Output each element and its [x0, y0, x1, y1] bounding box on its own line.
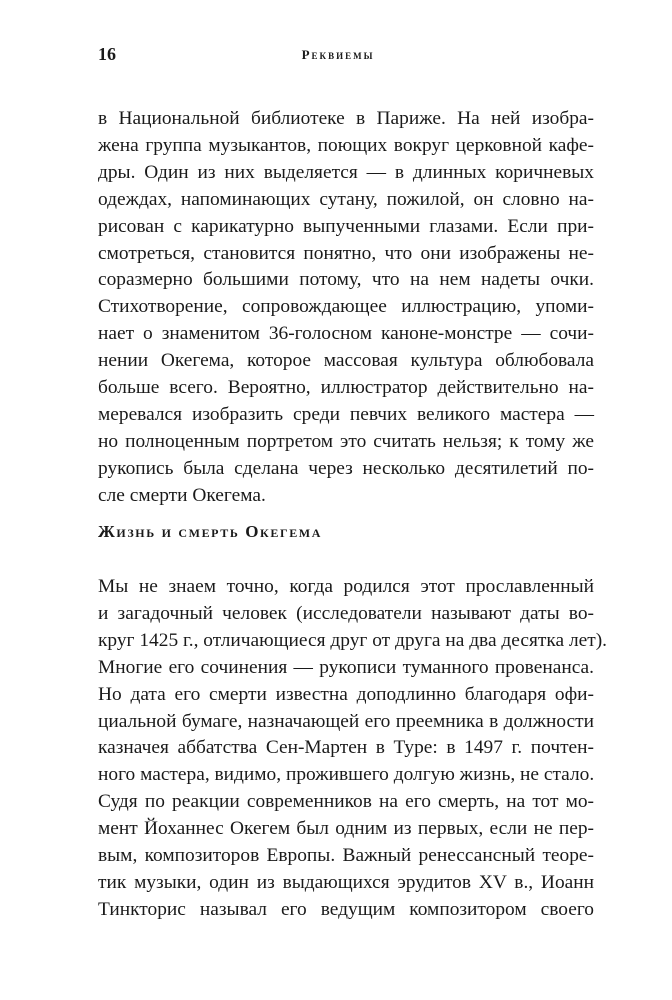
text-line: одеждах, напоминающих сутану, пожилой, он словно на- [98, 188, 594, 210]
text-line: Мы не знаем точно, когда родился этот прославленный [98, 576, 594, 597]
text-line: Судя по реакции современников на его смерть, на тот мо- [98, 791, 594, 813]
text-line: жена группа музыкантов, поющих вокруг церковной кафе- [98, 134, 594, 156]
text-line: мент Йоханнес Окегем был одним из первых, если не пер- [98, 818, 594, 840]
text-line: рисован с карикатурно выпученными глазами. Если при- [98, 215, 594, 237]
text-line: Но дата его смерти известна доподлинно благодаря офи- [98, 683, 594, 705]
text-line: меревался изобразить среди певчих великого мастера — [98, 403, 594, 425]
text-line: но полноценным портретом это считать нельзя; к тому же [98, 430, 594, 452]
text-line: Стихотворение, сопровождающее иллюстрацию, упоми- [98, 296, 594, 318]
paragraph-2 [98, 574, 608, 924]
text-line: в Национальной библиотеке в Париже. На ней изобра- [98, 108, 594, 129]
text-line: Тинкторис называл его ведущим композитором своего [98, 898, 594, 920]
page-number: 16 [98, 44, 116, 64]
paragraph-1 [98, 106, 594, 510]
section-heading: Жизнь и смерть Окегема [98, 522, 322, 541]
text-line: дры. Один из них выделяется — в длинных коричневых [98, 161, 594, 183]
text-line: вым, композиторов Европы. Важный ренессансный теоре- [98, 845, 594, 867]
text-line: нении Окегема, которое массовая культура облюбовала [98, 350, 594, 372]
text-line: круг 1425 г., отличающиеся друг от друга на два десятка лет). [98, 629, 608, 651]
text-line: ного мастера, видимо, прожившего долгую жизнь, не стало. [98, 764, 595, 786]
text-line: смотреться, становится понятно, что они изображены не- [98, 242, 594, 264]
text-line: казначея аббатства Сен-Мартен в Туре: в 1497 г. почтен- [98, 737, 594, 759]
text-line: циальной бумаге, назначающей его преемника в должности [98, 710, 594, 732]
running-head: Реквиемы [301, 47, 375, 62]
text-line: больше всего. Вероятно, иллюстратор действительно на- [98, 377, 594, 399]
text-line: рукопись была сделана через несколько десятилетий по- [98, 457, 594, 479]
text-line: сле смерти Окегема. [98, 484, 266, 506]
text-line: соразмерно большими потому, что на нем надеты очки. [98, 269, 594, 291]
text-line: и загадочный человек (исследователи называют даты во- [98, 602, 594, 624]
text-line: нает о знаменитом 36-голосном каноне-монстре — сочи- [98, 323, 594, 345]
text-line: тик музыки, один из выдающихся эрудитов XV в., Иоанн [98, 871, 594, 893]
text-line: Многие его сочинения — рукописи туманного провенанса. [98, 656, 594, 678]
